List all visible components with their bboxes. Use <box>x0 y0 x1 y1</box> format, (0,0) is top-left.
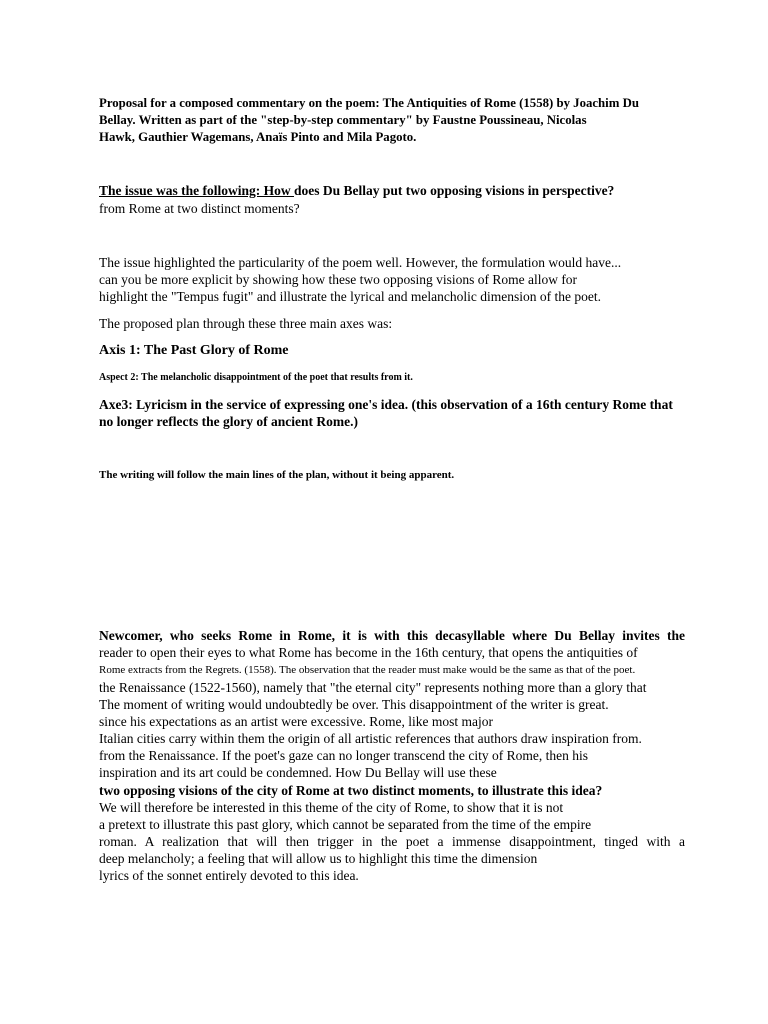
intro-line-8: from the Renaissance. If the poet's gaze can no longer transcend the city of Rome, then his <box>99 748 589 763</box>
intro-line-7: Italian cities carry within them the origin of all artistic references that authors draw inspiration from. <box>99 731 642 746</box>
issue-underlined: The issue was the following: How <box>99 183 295 198</box>
aspect-2-heading: Aspect 2: The melancholic disappointment of the poet that results from it. <box>99 372 413 383</box>
intro-line-6: since his expectations as an artist were excessive. Rome, like most major <box>99 714 494 729</box>
intro-line-4: the Renaissance (1522-1560), namely that "the eternal city" represents nothing more than a glory that <box>99 680 647 695</box>
intro-line-12: a pretext to illustrate this past glory, which cannot be separated from the time of the empire <box>99 817 592 832</box>
proposal-line-3: Hawk, Gauthier Wagemans, Anaïs Pinto and Mila Pagoto. <box>99 130 417 144</box>
intro-line-11: We will therefore be interested in this theme of the city of Rome, to show that it is not <box>99 800 564 815</box>
intro-line-1: Newcomer, who seeks Rome in Rome, it is with this decasyllable where Du Bellay invites the <box>99 628 685 643</box>
plan-intro: The proposed plan through these three main axes was: <box>99 316 393 331</box>
feedback-line-2: can you be more explicit by showing how these two opposing visions of Rome allow for <box>99 272 578 287</box>
proposal-line-1: Proposal for a composed commentary on the poem: The Antiquities of Rome (1558) by Joachim Du <box>99 96 639 110</box>
writing-note: The writing will follow the main lines of the plan, without it being apparent. <box>99 469 455 481</box>
proposal-line-2: Bellay. Written as part of the "step-by-step commentary" by Faustne Poussineau, Nicolas <box>99 113 587 127</box>
intro-problem-question: two opposing visions of the city of Rome at two distinct moments, to illustrate this idea? <box>99 783 603 798</box>
issue-question <box>99 182 614 200</box>
intro-line-14: deep melancholy; a feeling that will allow us to highlight this time the dimension <box>99 851 538 866</box>
issue-line-2: from Rome at two distinct moments? <box>99 201 300 216</box>
issue-question-rest: does Du Bellay put two opposing visions in perspective? <box>294 183 615 198</box>
feedback-line-3: highlight the "Tempus fugit" and illustrate the lyrical and melancholic dimension of the poet. <box>99 289 601 304</box>
intro-line-13: roman. A realization that will then trigger in the poet a immense disappointment, tinged with a <box>99 834 685 849</box>
intro-line-5: The moment of writing would undoubtedly be over. This disappointment of the writer is great. <box>99 697 609 712</box>
axe-3-heading-line-2: no longer reflects the glory of ancient Rome.) <box>99 414 358 429</box>
intro-line-3: Rome extracts from the Regrets. (1558). The observation that the reader must make would be the same as that of the poet. <box>99 664 636 676</box>
axis-1-heading: Axis 1: The Past Glory of Rome <box>99 343 289 358</box>
intro-line-2: reader to open their eyes to what Rome has become in the 16th century, that opens the antiquities of <box>99 645 638 660</box>
axe-3-heading-line-1: Axe3: Lyricism in the service of expressing one's idea. (this observation of a 16th century Rome that <box>99 397 673 412</box>
feedback-line-1: The issue highlighted the particularity of the poem well. However, the formulation would have... <box>99 255 622 270</box>
intro-line-15: lyrics of the sonnet entirely devoted to this idea. <box>99 868 359 883</box>
intro-line-9: inspiration and its art could be condemned. How Du Bellay will use these <box>99 765 497 780</box>
